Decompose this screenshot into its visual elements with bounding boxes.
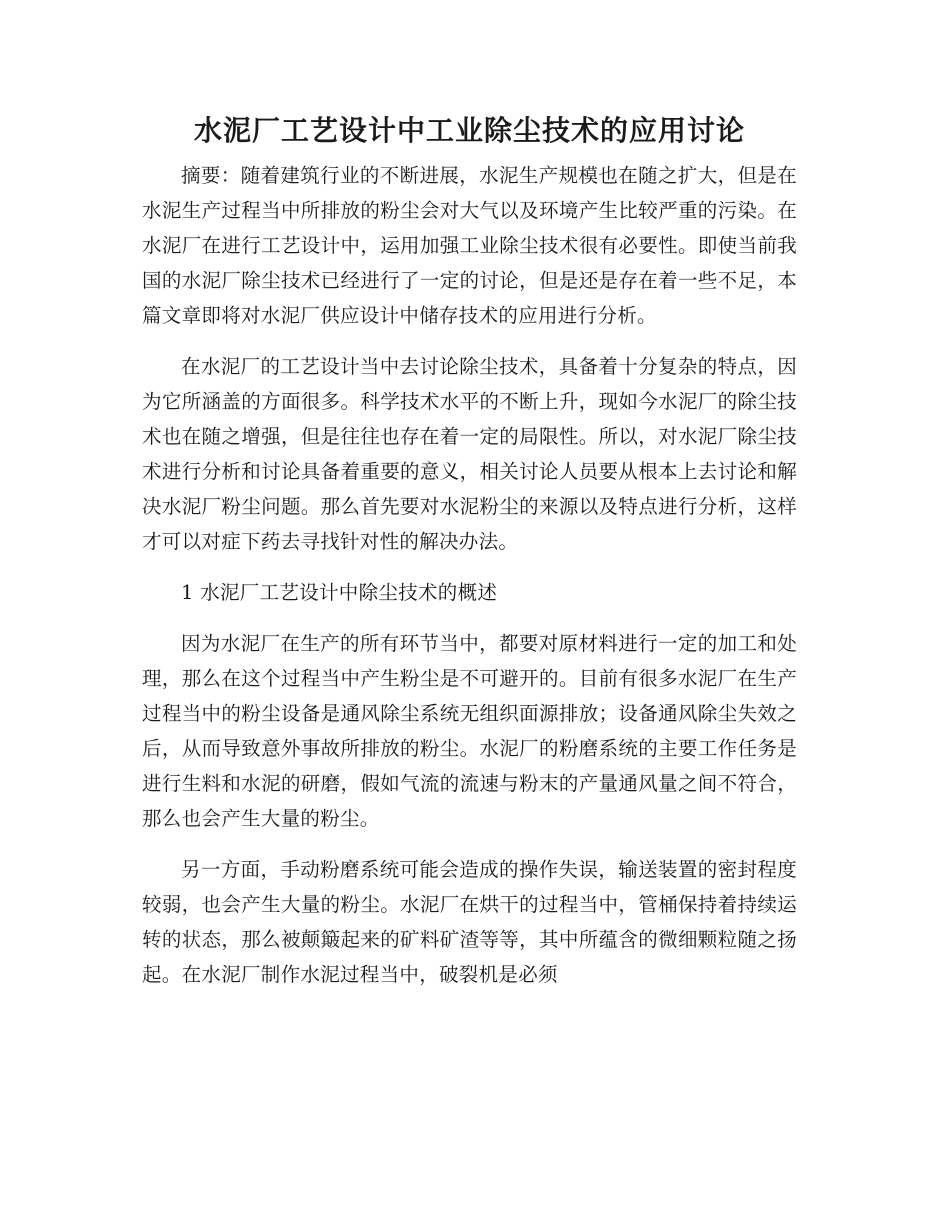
- document-title: 水泥厂工艺设计中工业除尘技术的应用讨论: [193, 114, 745, 147]
- section-paragraph: 另一方面，手动粉磨系统可能会造成的操作失误，输送装置的密封程度较弱，也会产生大量的粉尘。水泥厂在烘干的过程当中，管桶保持着持续运转的状态，那么被颠簸起来的矿料矿渣等等，其中所蕴含的微细颗粒随之扬起。在水泥厂制作水泥过程当中，破裂机是必须: [142, 858, 797, 986]
- section-heading: 1 水泥厂工艺设计中除尘技术的概述: [181, 581, 498, 604]
- document-body: [142, 158, 797, 992]
- document-page: [142, 108, 797, 1008]
- section-paragraph: 因为水泥厂在生产的所有环节当中，都要对原材料进行一定的加工和处理，那么在这个过程当中产生粉尘是不可避开的。目前有很多水泥厂在生产过程当中的粉尘设备是通风除尘系统无组织面源排放；设备通风除尘失效之后，从而导致意外事故所排放的粉尘。水泥厂的粉磨系统的主要工作任务是进行生料和水泥的研磨，假如气流的流速与粉末的产量通风量之间不符合，那么也会产生大量的粉尘。: [142, 632, 797, 830]
- abstract-paragraph: 摘要：随着建筑行业的不断进展，水泥生产规模也在随之扩大，但是在水泥生产过程当中所排放的粉尘会对大气以及环境产生比较严重的污染。在水泥厂在进行工艺设计中，运用加强工业除尘技术很有必要性。即使当前我国的水泥厂除尘技术已经进行了一定的讨论，但是还是存在着一些不足，本篇文章即将对水泥厂供应设计中储存技术的应用进行分析。: [142, 164, 797, 327]
- intro-paragraph: 在水泥厂的工艺设计当中去讨论除尘技术，具备着十分复杂的特点，因为它所涵盖的方面很多。科学技术水平的不断上升，现如今水泥厂的除尘技术也在随之增强，但是往往也存在着一定的局限性。所以，对水泥厂除尘技术进行分析和讨论具备着重要的意义，相关讨论人员要从根本上去讨论和解决水泥厂粉尘问题。那么首先要对水泥粉尘的来源以及特点进行分析，这样才可以对症下药去寻找针对性的解决办法。: [142, 355, 797, 553]
